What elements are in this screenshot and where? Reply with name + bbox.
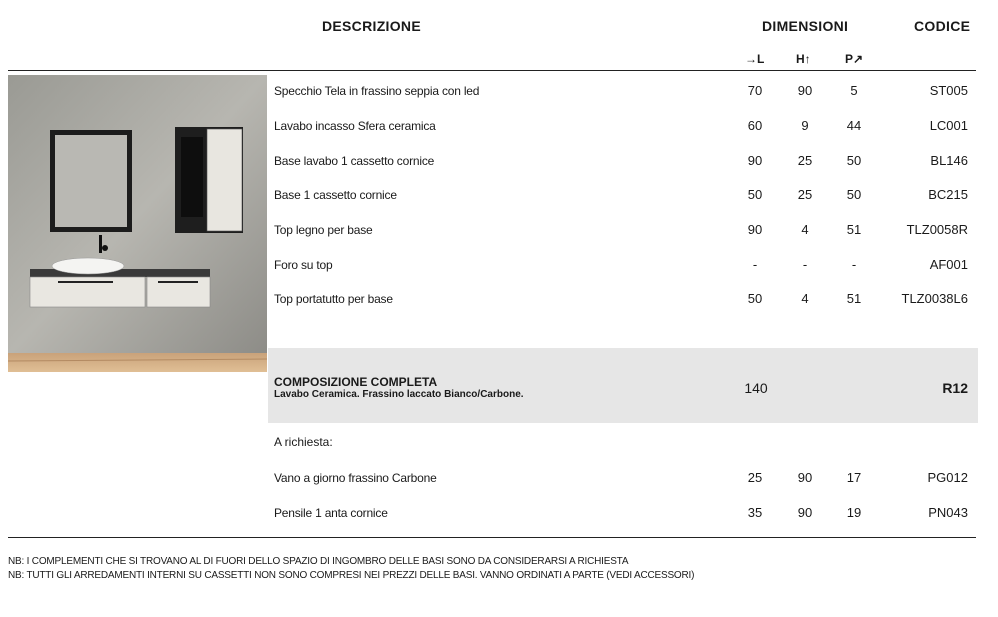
row-length: 25: [747, 470, 763, 485]
row-height: 4: [801, 291, 809, 306]
bathroom-composition-illustration: [8, 75, 267, 372]
row-code: PG012: [927, 470, 968, 485]
row-code: BC215: [928, 187, 968, 202]
row-description: Specchio Tela in frassino seppia con led: [274, 84, 480, 98]
row-description: Top portatutto per base: [274, 292, 393, 306]
composition-subtitle: Lavabo Ceramica. Frassino laccato Bianco/Carbone.: [274, 389, 524, 400]
row-height: -: [802, 257, 808, 272]
row-height: 90: [797, 505, 813, 520]
row-height: 4: [801, 222, 809, 237]
on-request-label: A richiesta:: [274, 435, 333, 449]
row-height: 25: [797, 187, 813, 202]
table-row: [268, 81, 976, 101]
row-length: 50: [747, 187, 763, 202]
column-header-codice: CODICE: [914, 18, 971, 34]
table-row: [268, 255, 976, 275]
dimension-label-depth: P↗: [845, 52, 864, 66]
row-length: -: [752, 257, 758, 272]
note-line: NB: I COMPLEMENTI CHE SI TROVANO AL DI FUORI DELLO SPAZIO DI INGOMBRO DELLE BASI SONO DA CONSIDERARSI A RICHIESTA: [8, 556, 629, 567]
row-depth: 50: [846, 187, 862, 202]
row-depth: 51: [846, 291, 862, 306]
row-depth: 19: [846, 505, 862, 520]
row-description: Pensile 1 anta cornice: [274, 506, 388, 520]
row-length: 35: [747, 505, 763, 520]
composition-title: COMPOSIZIONE COMPLETA: [274, 375, 438, 389]
row-code: TLZ0058R: [906, 222, 968, 237]
row-code: LC001: [929, 118, 968, 133]
row-description: Top legno per base: [274, 223, 373, 237]
column-header-descrizione: DESCRIZIONE: [322, 18, 421, 34]
row-length: 60: [747, 118, 763, 133]
row-height: 90: [797, 470, 813, 485]
row-description: Base 1 cassetto cornice: [274, 188, 397, 202]
row-description: Foro su top: [274, 258, 333, 272]
table-row: [268, 185, 976, 205]
header-divider: [8, 70, 976, 71]
row-code: ST005: [929, 83, 968, 98]
row-description: Vano a giorno frassino Carbone: [274, 471, 437, 485]
product-image: [8, 75, 267, 372]
row-depth: 44: [846, 118, 862, 133]
row-depth: 51: [846, 222, 862, 237]
row-description: Base lavabo 1 cassetto cornice: [274, 154, 435, 168]
row-code: PN043: [928, 505, 968, 520]
row-length: 70: [747, 83, 763, 98]
row-code: AF001: [929, 257, 968, 272]
row-length: 90: [747, 222, 763, 237]
table-row: [268, 289, 976, 309]
row-description: Lavabo incasso Sfera ceramica: [274, 119, 436, 133]
composition-code: R12: [942, 380, 968, 396]
row-length: 50: [747, 291, 763, 306]
row-height: 25: [797, 153, 813, 168]
composition-length: 140: [744, 380, 768, 396]
table-row: [268, 503, 976, 523]
row-height: 90: [797, 83, 813, 98]
row-code: TLZ0038L6: [901, 291, 968, 306]
table-row: [268, 220, 976, 240]
row-depth: 17: [846, 470, 862, 485]
column-header-dimensioni: DIMENSIONI: [762, 18, 849, 34]
row-code: BL146: [930, 153, 968, 168]
row-depth: 5: [850, 83, 858, 98]
row-height: 9: [801, 118, 809, 133]
row-depth: 50: [846, 153, 862, 168]
table-row: [268, 151, 976, 171]
row-depth: -: [851, 257, 857, 272]
dimension-label-length: →L: [745, 52, 765, 66]
table-row: [268, 116, 976, 136]
footer-divider: [8, 537, 976, 538]
row-length: 90: [747, 153, 763, 168]
dimension-label-height: H↑: [796, 52, 811, 66]
table-row: [268, 468, 976, 488]
note-line: NB: TUTTI GLI ARREDAMENTI INTERNI SU CASSETTI NON SONO COMPRESI NEI PREZZI DELLE BASI. VANNO ORDINATI A PARTE (VEDI ACCESSORI): [8, 570, 695, 581]
